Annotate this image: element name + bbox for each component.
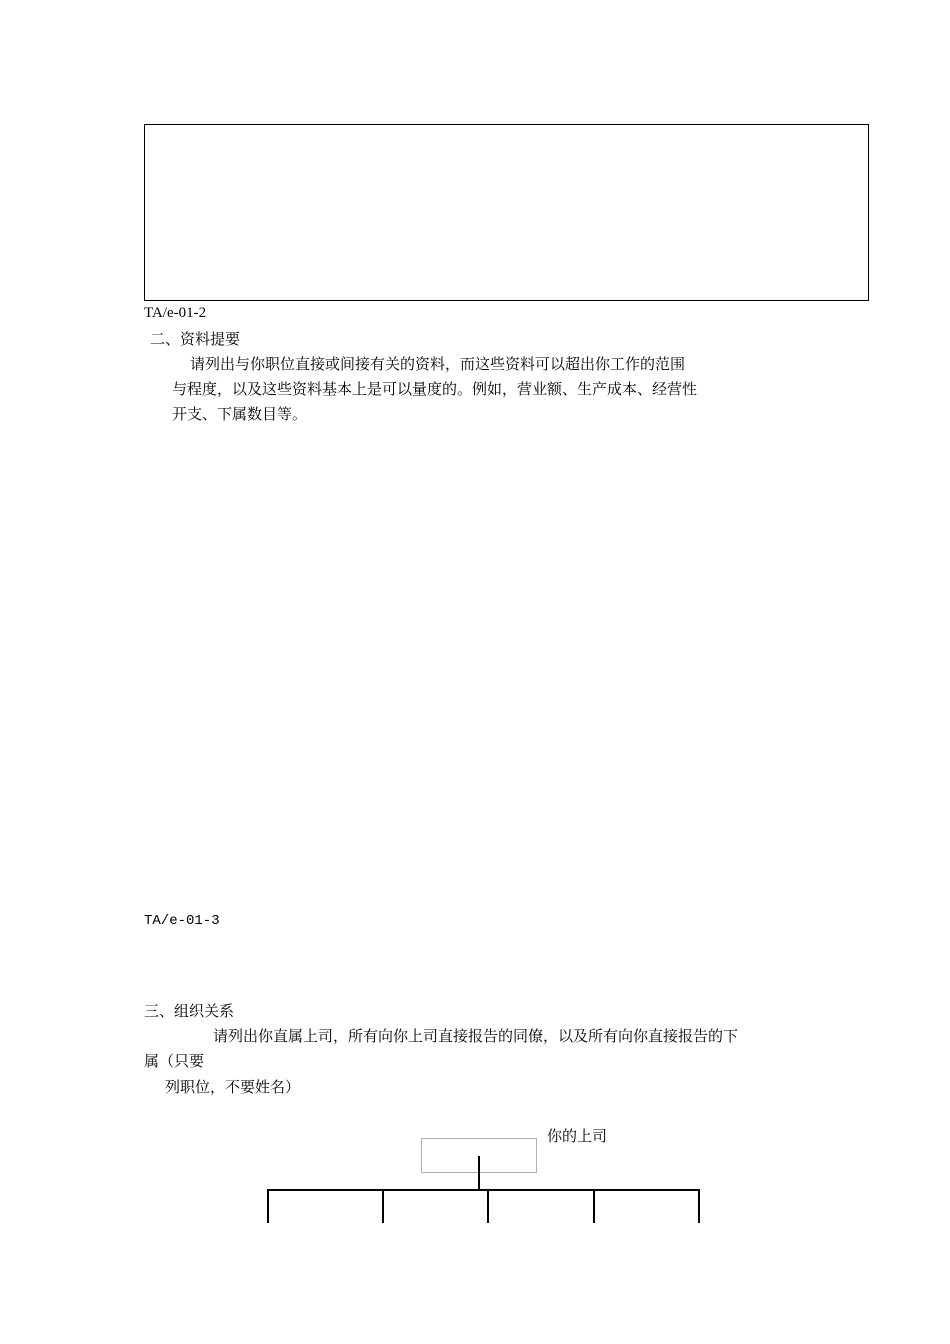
boss-label: 你的上司 <box>547 1127 608 1145</box>
form-code-3: TA/e-01-3 <box>144 913 220 929</box>
boss-connector <box>478 1156 480 1190</box>
answer-box <box>144 124 869 301</box>
org-paragraph-line-1: 请列出你直属上司，所有向你上司直接报告的同僚，以及所有向你直接报告的下 <box>213 1027 739 1045</box>
peer-bracket <box>267 1189 700 1191</box>
paragraph-line-1: 请列出与你职位直接或间接有关的资料，而这些资料可以超出你工作的范围 <box>190 355 686 373</box>
peer-branch-2 <box>382 1189 384 1223</box>
peer-branch-3 <box>487 1189 489 1223</box>
section-heading-org-relations: 三、组织关系 <box>144 1002 235 1020</box>
paragraph-line-2: 与程度，以及这些资料基本上是可以量度的。例如，营业额、生产成本、经营性 <box>172 380 698 398</box>
org-paragraph-line-3: 列职位，不要姓名） <box>165 1078 301 1096</box>
org-paragraph-line-2: 属（只要 <box>144 1052 205 1070</box>
peer-branch-1 <box>267 1189 269 1223</box>
peer-branch-5 <box>698 1189 700 1223</box>
form-code-2: TA/e-01-2 <box>144 305 207 321</box>
peer-branch-4 <box>593 1189 595 1223</box>
paragraph-line-3: 开支、下属数目等。 <box>172 405 308 423</box>
section-heading-data-summary: 二、资料提要 <box>150 330 241 348</box>
